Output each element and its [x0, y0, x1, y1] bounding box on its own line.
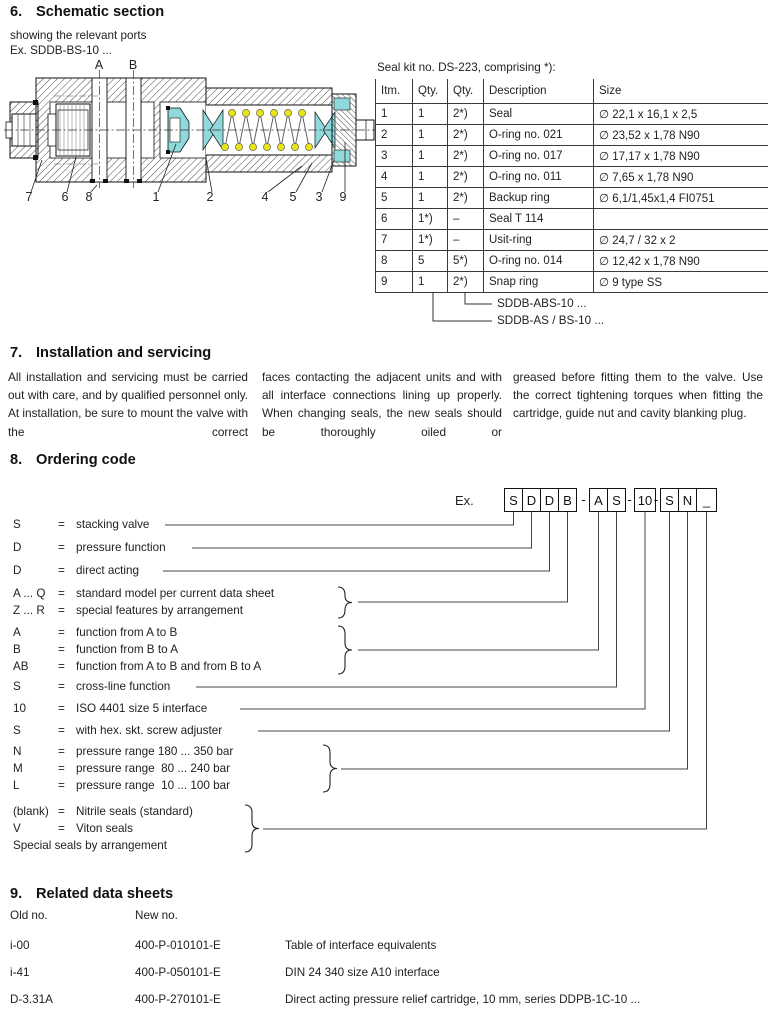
code-description: function from A to B [76, 626, 178, 639]
cell-qty1: 1 [413, 104, 448, 125]
cell-qty1: 1*) [413, 209, 448, 230]
table-row [376, 251, 769, 272]
section7-column-2: faces contacting the adjacent units and with all interface connections lining up properly. When changing seals, the new seals should be thoroughly oiled or [262, 370, 502, 439]
equals-sign: = [58, 660, 65, 673]
code-separator: - [581, 492, 586, 507]
port-label-b: B [128, 58, 138, 72]
section7-column-3: greased before fitting them to the valve. Use the correct tightening torques when fitting the cartridge, guide nut and cavity blanking plug. [513, 370, 763, 421]
col-header-new-no: New no. [135, 909, 178, 922]
code-description: direct acting [76, 564, 140, 577]
group-braces [245, 587, 352, 852]
related-old-no: D-3.31A [10, 993, 53, 1006]
section6-heading [10, 4, 164, 20]
cell-qty1: 1 [413, 188, 448, 209]
callout-6: 6 [61, 190, 69, 204]
col-header-qty1: Qty. [413, 79, 448, 104]
code-value: S [13, 724, 21, 737]
equals-sign: = [58, 541, 65, 554]
equals-sign: = [58, 518, 65, 531]
cell-size: ∅ 24,7 / 32 x 2 [594, 230, 769, 251]
cell-size [594, 209, 769, 230]
table-row [376, 146, 769, 167]
section9-heading [10, 886, 173, 902]
cell-qty1: 1*) [413, 230, 448, 251]
code-description: function from A to B and from B to A [76, 660, 262, 673]
code-box-3: D [540, 488, 559, 512]
section8-heading [10, 452, 136, 468]
related-old-no: i-41 [10, 966, 30, 979]
section6-title: Schematic section [36, 4, 165, 20]
code-description: pressure function [76, 541, 166, 554]
seal-kit-table [375, 79, 768, 293]
section6-number: 6. [10, 4, 23, 20]
code-box-9: N [678, 488, 697, 512]
cell-qty1: 1 [413, 125, 448, 146]
code-value: 10 [13, 702, 27, 715]
seal-kit-variant-connectors [433, 293, 492, 321]
code-description: ISO 4401 size 5 interface [76, 702, 208, 715]
seal-kit-variant-as-bs: SDDB-AS / BS-10 ... [497, 314, 605, 327]
cell-qty1: 1 [413, 146, 448, 167]
cell-desc: Seal [484, 104, 594, 125]
equals-sign: = [58, 779, 65, 792]
code-box-2: D [522, 488, 541, 512]
col-header-size: Size [594, 79, 769, 104]
table-row [376, 209, 769, 230]
valve-cross-section-drawing [0, 58, 378, 208]
callout-8: 8 [85, 190, 93, 204]
code-value: Z ... R [13, 604, 45, 617]
cell-qty2: 2*) [448, 167, 484, 188]
code-value: L [13, 779, 20, 792]
cell-size: ∅ 9 type SS [594, 272, 769, 293]
equals-sign: = [58, 702, 65, 715]
table-row [376, 272, 769, 293]
code-box-8: S [660, 488, 679, 512]
cell-desc: Seal T 114 [484, 209, 594, 230]
cell-size: ∅ 12,42 x 1,78 N90 [594, 251, 769, 272]
cell-size: ∅ 17,17 x 1,78 N90 [594, 146, 769, 167]
code-value: B [13, 643, 21, 656]
cell-itm: 4 [376, 167, 413, 188]
cell-desc: Backup ring [484, 188, 594, 209]
callout-2: 2 [206, 190, 214, 204]
related-desc: Direct acting pressure relief cartridge, 10 mm, series DDPB-1C-10 ... [285, 993, 641, 1006]
related-new-no: 400-P-270101-E [135, 993, 221, 1006]
code-value: A ... Q [13, 587, 46, 600]
cell-itm: 8 [376, 251, 413, 272]
section6-subtitle-2: Ex. SDDB-BS-10 ... [10, 44, 112, 57]
code-description: stacking valve [76, 518, 150, 531]
cell-itm: 5 [376, 188, 413, 209]
table-row [376, 167, 769, 188]
code-description: Viton seals [76, 822, 133, 835]
section7-number: 7. [10, 345, 23, 361]
tube-wall-top [206, 88, 332, 105]
equals-sign: = [58, 745, 65, 758]
seal-kit-title: Seal kit no. DS-223, comprising *): [377, 61, 556, 74]
section9-title: Related data sheets [36, 886, 174, 902]
callout-9: 9 [339, 190, 347, 204]
related-new-no: 400-P-010101-E [135, 939, 221, 952]
cell-desc: O-ring no. 014 [484, 251, 594, 272]
seal-kit-header-row [376, 79, 769, 104]
code-value: S [13, 680, 21, 693]
callout-4: 4 [261, 190, 269, 204]
related-new-no: 400-P-050101-E [135, 966, 221, 979]
code-box-5: A [589, 488, 608, 512]
code-description: with hex. skt. screw adjuster [76, 724, 223, 737]
code-description: special features by arrangement [76, 604, 243, 617]
code-box-10: _ [696, 488, 717, 512]
code-value: (blank) [13, 805, 49, 818]
table-row [376, 230, 769, 251]
cell-itm: 6 [376, 209, 413, 230]
example-label: Ex. [455, 493, 474, 508]
equals-sign: = [58, 604, 65, 617]
section8-title: Ordering code [36, 452, 136, 468]
related-old-no: i-00 [10, 939, 30, 952]
equals-sign: = [58, 564, 65, 577]
cell-qty2: – [448, 209, 484, 230]
seal-kit-variant-abs: SDDB-ABS-10 ... [497, 297, 587, 310]
callout-1: 1 [152, 190, 160, 204]
cell-size: ∅ 6,1/1,45x1,4 FI0751 [594, 188, 769, 209]
code-value: Special seals by arrangement [13, 839, 167, 852]
code-description: function from B to A [76, 643, 178, 656]
cell-qty2: 2*) [448, 188, 484, 209]
col-header-qty2: Qty. [448, 79, 484, 104]
cell-itm: 3 [376, 146, 413, 167]
section9-number: 9. [10, 886, 23, 902]
cell-desc: O-ring no. 011 [484, 167, 594, 188]
equals-sign: = [58, 805, 65, 818]
cell-qty1: 1 [413, 167, 448, 188]
cell-desc: O-ring no. 017 [484, 146, 594, 167]
related-desc: Table of interface equivalents [285, 939, 437, 952]
cell-qty2: 2*) [448, 146, 484, 167]
tube-wall-bottom [206, 155, 332, 172]
section7-title: Installation and servicing [36, 345, 212, 361]
col-header-itm: Itm. [376, 79, 413, 104]
code-description: Nitrile seals (standard) [76, 805, 193, 818]
cell-qty2: 2*) [448, 125, 484, 146]
cell-qty2: 2*) [448, 272, 484, 293]
code-description: cross-line function [76, 680, 171, 693]
equals-sign: = [58, 822, 65, 835]
related-desc: DIN 24 340 size A10 interface [285, 966, 440, 979]
cell-desc: Snap ring [484, 272, 594, 293]
equals-sign: = [58, 587, 65, 600]
cell-qty2: 2*) [448, 104, 484, 125]
code-description: standard model per current data sheet [76, 587, 275, 600]
code-description: pressure range 80 ... 240 bar [76, 762, 230, 775]
code-value: D [13, 564, 22, 577]
cell-size: ∅ 22,1 x 16,1 x 2,5 [594, 104, 769, 125]
cell-qty1: 1 [413, 272, 448, 293]
table-row [376, 104, 769, 125]
table-row [376, 188, 769, 209]
cell-itm: 1 [376, 104, 413, 125]
cell-qty2: 5*) [448, 251, 484, 272]
cell-size: ∅ 23,52 x 1,78 N90 [594, 125, 769, 146]
code-value: M [13, 762, 23, 775]
cell-desc: Usit-ring [484, 230, 594, 251]
cell-itm: 2 [376, 125, 413, 146]
code-value: S [13, 518, 21, 531]
cell-size: ∅ 7,65 x 1,78 N90 [594, 167, 769, 188]
table-row [376, 125, 769, 146]
code-separator: - [627, 492, 632, 507]
code-separator: - [653, 492, 659, 507]
section8-number: 8. [10, 452, 23, 468]
equals-sign: = [58, 643, 65, 656]
cell-desc: O-ring no. 021 [484, 125, 594, 146]
code-box-4: B [558, 488, 577, 512]
code-box-1: S [504, 488, 523, 512]
code-value: V [13, 822, 21, 835]
equals-sign: = [58, 626, 65, 639]
callout-5: 5 [289, 190, 297, 204]
code-value: A [13, 626, 21, 639]
cell-itm: 7 [376, 230, 413, 251]
code-value: N [13, 745, 22, 758]
section6-subtitle-1: showing the relevant ports [10, 29, 147, 42]
code-box-6: S [607, 488, 626, 512]
callout-7: 7 [25, 190, 33, 204]
equals-sign: = [58, 680, 65, 693]
callout-3: 3 [315, 190, 323, 204]
equals-sign: = [58, 762, 65, 775]
cell-qty2: – [448, 230, 484, 251]
section7-column-1: All installation and servicing must be carried out with care, and by qualified personnel only. At installation, be sure to mount the valve with the correct [8, 370, 248, 439]
cell-qty1: 5 [413, 251, 448, 272]
port-label-a: A [94, 58, 104, 72]
col-header-old-no: Old no. [10, 909, 48, 922]
section7-heading [10, 345, 211, 361]
cell-itm: 9 [376, 272, 413, 293]
code-box-7: 10 [634, 488, 656, 512]
col-header-description: Description [484, 79, 594, 104]
code-value: D [13, 541, 22, 554]
code-description: pressure range 10 ... 100 bar [76, 779, 230, 792]
code-value: AB [13, 660, 29, 673]
code-description: pressure range 180 ... 350 bar [76, 745, 234, 758]
equals-sign: = [58, 724, 65, 737]
